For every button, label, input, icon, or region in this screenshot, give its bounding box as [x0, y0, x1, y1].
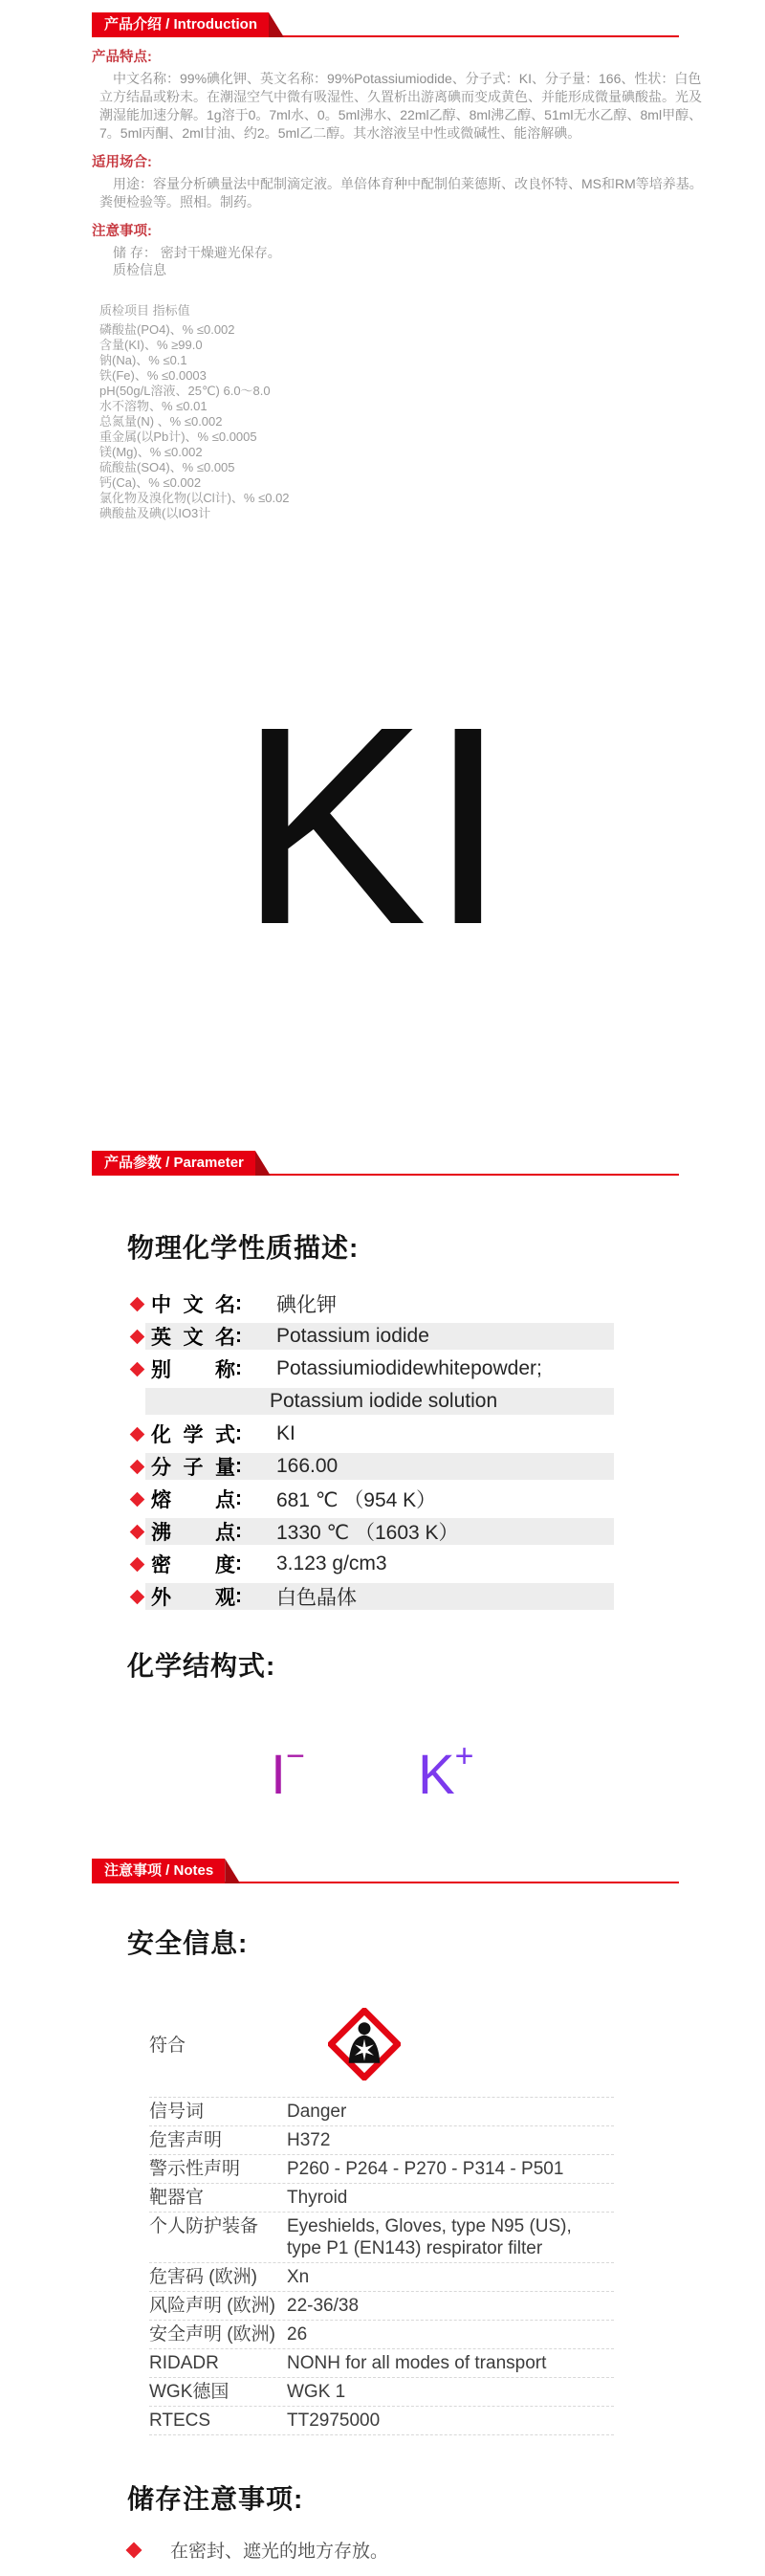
property-row	[92, 1385, 614, 1418]
property-value: Potassiumiodidewhitepowder;	[276, 1357, 542, 1379]
safety-row-label: 安全声明 (欧洲)	[149, 2324, 275, 2345]
property-label	[151, 1452, 235, 1481]
property-row	[92, 1483, 614, 1515]
storage-heading: 储存注意事项:	[127, 2484, 304, 2514]
chemical-structure	[271, 1715, 765, 1806]
safety-row	[149, 2155, 614, 2184]
safety-row	[149, 2263, 614, 2292]
qc-list	[0, 322, 765, 521]
safety-row	[149, 2126, 614, 2155]
property-label	[151, 1485, 235, 1513]
property-label-char: 式	[215, 1424, 235, 1446]
features-text: 中文名称：99%碘化钾、英文名称：99%Potassiumiodide、分子式：KI、分子量：166、性状：白色立方结晶或粉末。在潮湿空气中微有吸湿性、久置析出游离碘而变成黄色、并能形成微量碘酸盐。光及潮湿能加速分解。1g溶于0。7ml水、0。5ml沸水、22ml乙醇、8ml沸乙醇、51ml无水乙醇、8ml甲醇、7。5ml丙酮、2ml甘油、约2。5ml乙二醇。其水溶液呈中性或微碱性、能溶解碘。	[99, 71, 703, 141]
parameter-banner	[92, 1151, 255, 1176]
safety-row-label: RIDADR	[149, 2353, 219, 2373]
ghs08-health-hazard-icon	[328, 2008, 401, 2081]
property-bullet-cell	[92, 1353, 145, 1385]
property-value: 166.00	[276, 1455, 339, 1477]
property-bullet-cell	[92, 1385, 145, 1418]
qc-item: 钠(Na)、% ≤0.1	[99, 353, 187, 367]
diamond-bullet-icon	[130, 1524, 145, 1539]
safety-row	[149, 2098, 614, 2126]
usage-text: 用途：容量分析碘量法中配制滴定液。单倍体育种中配制伯莱德斯、改良怀特、MS和RM等培养基。粪便检验等。照相。制药。	[99, 176, 703, 209]
notes-banner	[92, 1859, 225, 1883]
property-bullet-cell	[92, 1515, 145, 1548]
property-value: 1330 ℃ （1603 K）	[276, 1522, 459, 1544]
property-value: 白色晶体	[276, 1587, 357, 1609]
property-label	[151, 1420, 235, 1448]
property-label-char: 度	[215, 1554, 235, 1576]
potassium-symbol: K	[417, 1744, 455, 1806]
qc-item: 含量(KI)、% ≥99.0	[99, 338, 203, 352]
safety-row-value: 22-36/38	[287, 2296, 360, 2316]
safety-row	[149, 2378, 614, 2407]
safety-row	[149, 2321, 614, 2349]
property-label	[151, 1517, 235, 1546]
safety-row-value: Thyroid	[287, 2188, 348, 2208]
storage-item-text: 在密封、遮光的地方存放。	[170, 2542, 389, 2562]
property-label-char: 别	[151, 1359, 171, 1381]
property-label	[151, 1550, 235, 1578]
property-row-body	[145, 1453, 614, 1480]
iodide-ion	[271, 1738, 305, 1806]
safety-row-value: Danger	[287, 2102, 347, 2122]
safety-row	[149, 2349, 614, 2378]
property-value: KI	[276, 1422, 295, 1444]
storage-item-row	[128, 2537, 765, 2576]
property-label-char: 化	[151, 1424, 171, 1446]
property-bullet-cell	[92, 1450, 145, 1483]
hero-formula	[0, 668, 765, 983]
usage-title: 适用场合:	[92, 155, 152, 170]
iodide-charge: −	[286, 1738, 305, 1774]
intro-section	[0, 12, 765, 521]
intro-banner-row	[92, 12, 679, 37]
parameter-banner-row	[92, 1151, 679, 1176]
property-label-char: 学	[183, 1424, 204, 1446]
safety-row-value: 26	[287, 2324, 308, 2345]
parameter-section	[0, 1151, 765, 1806]
intro-banner-label: 产品介绍 / Introduction	[104, 16, 257, 33]
potassium-charge: +	[454, 1738, 474, 1774]
safety-row-value: NONH for all modes of transport	[287, 2353, 547, 2373]
safety-table	[149, 1991, 614, 2435]
property-label-char: 点	[215, 1522, 235, 1544]
property-value: 碘化钾	[276, 1294, 337, 1316]
diamond-bullet-icon	[130, 1556, 145, 1572]
property-row	[92, 1418, 614, 1450]
property-label-colon: :	[235, 1487, 242, 1509]
property-label-char: 点	[215, 1489, 235, 1511]
property-row-body	[145, 1323, 614, 1350]
property-label-char: 量	[215, 1457, 235, 1479]
safety-row-label: 信号词	[149, 2102, 205, 2122]
property-row	[92, 1515, 614, 1548]
property-label-char: 文	[183, 1327, 204, 1349]
property-label-colon: :	[235, 1585, 242, 1607]
qc-item: 硫酸盐(SO4)、% ≤0.005	[99, 460, 235, 474]
property-bullet-cell	[92, 1418, 145, 1450]
qc-item: 水不溶物、% ≤0.01	[99, 399, 208, 413]
property-label-char: 子	[183, 1457, 204, 1479]
property-label-colon: :	[235, 1552, 242, 1574]
property-label-colon: :	[235, 1422, 242, 1444]
safety-row-label: WGK德国	[149, 2382, 230, 2402]
property-label-char: 中	[151, 1294, 171, 1316]
qc-item: 碘酸盐及碘(以IO3计	[99, 506, 211, 520]
property-bullet-cell	[92, 1548, 145, 1580]
structure-heading: 化学结构式:	[127, 1651, 276, 1681]
safety-row-label: 危害码 (欧洲)	[149, 2267, 257, 2287]
intro-banner	[92, 12, 269, 37]
property-label-char: 英	[151, 1327, 171, 1349]
diamond-bullet-icon	[130, 1361, 145, 1376]
property-label	[151, 1354, 235, 1383]
parameter-banner-label: 产品参数 / Parameter	[104, 1155, 244, 1171]
property-row-body	[145, 1290, 614, 1317]
property-label-colon: :	[235, 1455, 242, 1477]
diamond-bullet-icon	[130, 1589, 145, 1604]
property-bullet-cell	[92, 1483, 145, 1515]
property-row	[92, 1353, 614, 1385]
qc-item: 铁(Fe)、% ≤0.0003	[99, 368, 207, 383]
safety-row	[149, 2184, 614, 2213]
property-label-colon: :	[235, 1325, 242, 1347]
safety-row	[149, 2213, 614, 2263]
diamond-bullet-icon	[130, 1296, 145, 1311]
qc-item: pH(50g/L溶液、25℃) 6.0～8.0	[99, 384, 271, 398]
safety-row-value: Xn	[287, 2267, 310, 2287]
qc-table-header: 质检项目 指标值	[99, 303, 190, 318]
note-qc: 质检信息	[113, 262, 166, 277]
property-row	[92, 1320, 614, 1353]
safety-heading: 安全信息:	[127, 1928, 249, 1958]
properties-table	[92, 1288, 614, 1613]
property-label-char: 熔	[151, 1489, 171, 1511]
property-label-colon: :	[235, 1520, 242, 1542]
property-value: 3.123 g/cm3	[276, 1552, 387, 1574]
note-storage: 储 存： 密封干燥避光保存。	[113, 245, 281, 260]
property-value: 681 ℃ （954 K）	[276, 1489, 437, 1511]
safety-row-value: H372	[287, 2130, 331, 2150]
hero-formula-text: KI	[238, 668, 510, 983]
property-label	[151, 1322, 235, 1351]
diamond-bullet-icon	[130, 1491, 145, 1507]
property-row-body	[145, 1486, 614, 1512]
qc-item: 镁(Mg)、% ≤0.002	[99, 445, 203, 459]
property-row-body	[145, 1388, 614, 1415]
notes-banner-label: 注意事项 / Notes	[104, 1862, 214, 1879]
property-value: Potassium iodide	[276, 1325, 429, 1347]
safety-row-value: P260 - P264 - P270 - P314 - P501	[287, 2159, 564, 2179]
diamond-bullet-icon	[126, 2542, 142, 2558]
safety-row-value: WGK 1	[287, 2382, 346, 2402]
diamond-bullet-icon	[130, 1426, 145, 1442]
property-row-body	[145, 1583, 614, 1610]
compliance-label: 符合	[149, 2036, 186, 2056]
safety-row-label: 警示性声明	[149, 2159, 241, 2179]
property-label	[151, 1582, 235, 1611]
property-label-char: 分	[151, 1457, 171, 1479]
safety-rows	[149, 2098, 614, 2435]
property-row	[92, 1450, 614, 1483]
property-bullet-cell	[92, 1580, 145, 1613]
property-label-char: 称	[215, 1359, 235, 1381]
property-bullet-cell	[92, 1320, 145, 1353]
property-row-body	[145, 1518, 614, 1545]
qc-item: 氯化物及溴化物(以Cl计)、% ≤0.02	[99, 491, 290, 505]
property-label-char: 观	[215, 1587, 235, 1609]
qc-item: 钙(Ca)、% ≤0.002	[99, 475, 202, 490]
property-row-body	[145, 1551, 614, 1577]
notes-banner-row	[92, 1859, 679, 1883]
notes-title: 注意事项:	[92, 224, 152, 239]
qc-item: 总氮量(N) 、% ≤0.002	[99, 414, 223, 429]
features-title: 产品特点:	[92, 50, 152, 65]
safety-row	[149, 2407, 614, 2435]
compliance-row	[149, 1991, 614, 2098]
properties-heading: 物理化学性质描述:	[127, 1233, 360, 1263]
notes-section	[0, 1859, 765, 2576]
diamond-bullet-icon	[130, 1329, 145, 1344]
safety-row-value: Eyeshields, Gloves, type N95 (US), type P1 (EN143) respirator filter	[287, 2216, 572, 2258]
property-label-char: 名	[215, 1327, 235, 1349]
property-label-char: 沸	[151, 1522, 171, 1544]
qc-item: 磷酸盐(PO4)、% ≤0.002	[99, 322, 235, 337]
qc-item: 重金属(以Pb计)、% ≤0.0005	[99, 429, 257, 444]
property-row-body	[145, 1420, 614, 1447]
safety-row	[149, 2292, 614, 2321]
property-bullet-cell	[92, 1288, 145, 1320]
safety-row-label: 危害声明	[149, 2130, 223, 2150]
safety-row-label: 风险声明 (欧洲)	[149, 2296, 275, 2316]
diamond-bullet-icon	[130, 1459, 145, 1474]
property-row	[92, 1580, 614, 1613]
property-label	[151, 1289, 235, 1318]
safety-row-label: 个人防护装备	[149, 2216, 259, 2236]
potassium-ion	[417, 1738, 474, 1806]
property-label-char: 密	[151, 1554, 171, 1576]
iodide-symbol: I	[271, 1744, 287, 1806]
property-value: Potassium iodide solution	[270, 1390, 498, 1412]
property-row	[92, 1548, 614, 1580]
safety-row-label: RTECS	[149, 2411, 211, 2431]
property-label-colon: :	[235, 1292, 242, 1314]
property-row	[92, 1288, 614, 1320]
property-label-colon: :	[235, 1357, 242, 1379]
safety-row-label: 靶器官	[149, 2188, 205, 2208]
safety-row-value: TT2975000	[287, 2411, 381, 2431]
property-label-char: 外	[151, 1587, 171, 1609]
property-label-char: 文	[183, 1294, 204, 1316]
property-label-char: 名	[215, 1294, 235, 1316]
property-row-body	[145, 1355, 614, 1382]
